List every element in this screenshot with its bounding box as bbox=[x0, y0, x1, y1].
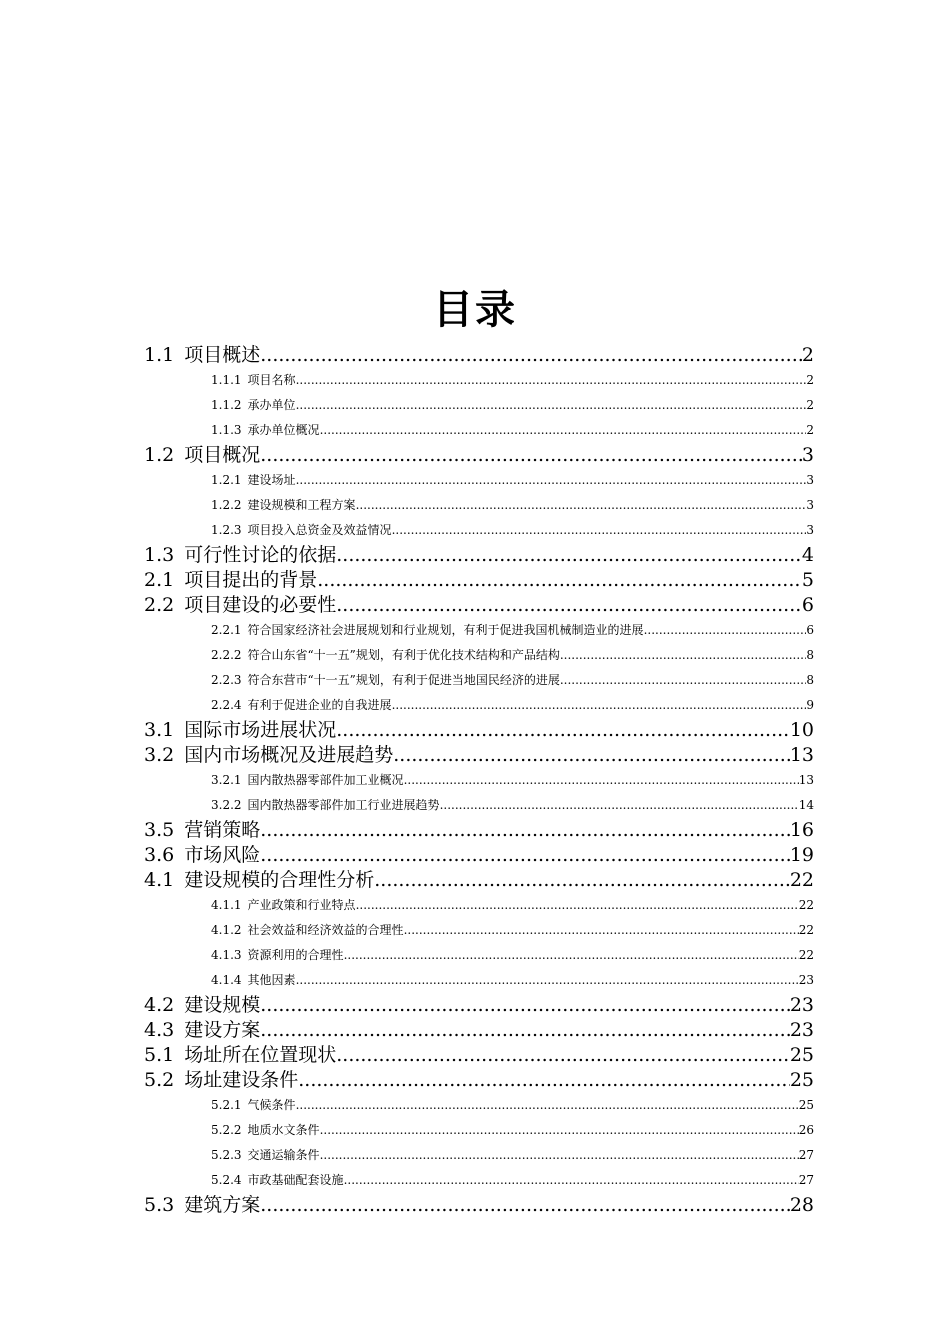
toc-dot-leader bbox=[392, 693, 807, 718]
toc-entry-title: 气候条件 bbox=[247, 1098, 296, 1112]
toc-title: 目录 bbox=[433, 287, 517, 333]
toc-page-number: 23 bbox=[789, 994, 814, 1016]
toc-dot-leader bbox=[440, 793, 799, 818]
toc-page-number: 22 bbox=[798, 923, 814, 937]
toc-entry-title: 项目名称 bbox=[247, 373, 296, 387]
toc-entry-title: 建设规模的合理性分析 bbox=[184, 869, 375, 891]
toc-dot-leader bbox=[336, 718, 790, 743]
toc-entry-title: 地质水文条件 bbox=[247, 1123, 320, 1137]
toc-entry-title: 建设规模和工程方案 bbox=[247, 498, 356, 512]
toc-page-number: 10 bbox=[789, 719, 814, 741]
toc-entry[interactable] bbox=[144, 568, 814, 593]
toc-entry-title: 产业政策和行业特点 bbox=[247, 898, 356, 912]
toc-entry-title: 场址建设条件 bbox=[184, 1069, 299, 1091]
toc-page-number: 2 bbox=[806, 373, 814, 387]
toc-entry-number: 2.2.3 bbox=[211, 673, 242, 687]
toc-entry-number: 5.1 bbox=[144, 1044, 175, 1066]
toc-page-number: 25 bbox=[798, 1098, 814, 1112]
toc-subentry[interactable] bbox=[144, 693, 814, 718]
toc-page-number: 6 bbox=[806, 623, 814, 637]
toc-page-number: 27 bbox=[798, 1148, 814, 1162]
toc-page-number: 23 bbox=[798, 973, 814, 987]
toc-entry-title: 建设场址 bbox=[247, 473, 296, 487]
toc-entry-number: 3.5 bbox=[144, 819, 175, 841]
toc-subentry[interactable] bbox=[144, 468, 814, 493]
toc-entry-title: 国际市场进展状况 bbox=[184, 719, 337, 741]
toc-entry-number: 5.3 bbox=[144, 1194, 175, 1216]
toc-dot-leader bbox=[317, 568, 802, 593]
toc-page-number: 3 bbox=[806, 523, 814, 537]
toc-entry-title: 有利于促进企业的自我进展 bbox=[247, 698, 392, 712]
toc-entry-number: 1.1.2 bbox=[211, 398, 242, 412]
toc-entry-number: 5.2.2 bbox=[211, 1123, 242, 1137]
toc-entry[interactable] bbox=[144, 818, 814, 843]
toc-entry-title: 项目建设的必要性 bbox=[184, 594, 337, 616]
toc-page-number: 13 bbox=[789, 744, 814, 766]
toc-subentry[interactable] bbox=[144, 618, 814, 643]
toc-page-number: 2 bbox=[801, 344, 814, 366]
toc-entry-title: 项目提出的背景 bbox=[184, 569, 318, 591]
toc-page-number: 26 bbox=[798, 1123, 814, 1137]
toc-entry-title: 建筑方案 bbox=[184, 1194, 261, 1216]
toc-subentry[interactable] bbox=[144, 368, 814, 393]
toc-subentry[interactable] bbox=[144, 1093, 814, 1118]
toc-dot-leader bbox=[560, 643, 807, 668]
toc-entry-title: 国内散热器零部件加工业概况 bbox=[247, 773, 404, 787]
toc-page-number: 22 bbox=[789, 869, 814, 891]
toc-page-number: 13 bbox=[798, 773, 814, 787]
toc-entry-title: 项目投入总资金及效益情况 bbox=[247, 523, 392, 537]
toc-entry-number: 2.2.4 bbox=[211, 698, 242, 712]
toc-subentry[interactable] bbox=[144, 1143, 814, 1168]
toc-entry-number: 2.2.1 bbox=[211, 623, 242, 637]
toc-entry-title: 国内市场概况及进展趋势 bbox=[184, 744, 394, 766]
toc-entry-title: 符合东营市“十一五”规划，有利于促进当地国民经济的进展 bbox=[247, 673, 560, 687]
toc-page-number: 2 bbox=[806, 398, 814, 412]
toc-dot-leader bbox=[356, 493, 807, 518]
toc-entry-number: 5.2.4 bbox=[211, 1173, 242, 1187]
toc-entry-title: 项目概况 bbox=[184, 444, 261, 466]
toc-entry-number: 2.1 bbox=[144, 569, 175, 591]
toc-entry-number: 4.1.1 bbox=[211, 898, 242, 912]
toc-subentry[interactable] bbox=[144, 893, 814, 918]
toc-dot-leader bbox=[344, 1168, 799, 1193]
toc-entry-number: 4.1.2 bbox=[211, 923, 242, 937]
toc-entry[interactable] bbox=[144, 1068, 814, 1093]
toc-page-number: 5 bbox=[801, 569, 814, 591]
toc-entry-number: 5.2 bbox=[144, 1069, 175, 1091]
toc-entry-number: 4.1.4 bbox=[211, 973, 242, 987]
toc-dot-leader bbox=[336, 1043, 790, 1068]
toc-dot-leader bbox=[296, 468, 807, 493]
toc-entry-number: 4.1.3 bbox=[211, 948, 242, 962]
toc-entry-number: 2.2 bbox=[144, 594, 175, 616]
toc-dot-leader bbox=[560, 668, 807, 693]
toc-dot-leader bbox=[260, 343, 802, 368]
toc-entry-number: 1.3 bbox=[144, 544, 175, 566]
toc-entry-number: 1.2.2 bbox=[211, 498, 242, 512]
table-of-contents bbox=[144, 343, 814, 1218]
toc-dot-leader bbox=[260, 818, 790, 843]
toc-dot-leader bbox=[296, 368, 807, 393]
toc-entry-number: 1.2.3 bbox=[211, 523, 242, 537]
toc-entry-number: 3.2.2 bbox=[211, 798, 242, 812]
toc-entry-number: 1.1.1 bbox=[211, 373, 242, 387]
toc-entry[interactable] bbox=[144, 718, 814, 743]
toc-entry-title: 国内散热器零部件加工行业进展趋势 bbox=[247, 798, 440, 812]
toc-page-number: 25 bbox=[789, 1044, 814, 1066]
toc-entry-number: 5.2.3 bbox=[211, 1148, 242, 1162]
toc-dot-leader bbox=[404, 768, 799, 793]
toc-entry-number: 3.2 bbox=[144, 744, 175, 766]
toc-entry[interactable] bbox=[144, 843, 814, 868]
toc-page-number: 22 bbox=[798, 898, 814, 912]
toc-entry-title: 资源利用的合理性 bbox=[247, 948, 344, 962]
toc-entry[interactable] bbox=[144, 343, 814, 368]
toc-page-number: 23 bbox=[789, 1019, 814, 1041]
toc-subentry[interactable] bbox=[144, 518, 814, 543]
toc-entry[interactable] bbox=[144, 868, 814, 893]
toc-dot-leader bbox=[344, 943, 799, 968]
toc-dot-leader bbox=[298, 1068, 790, 1093]
toc-subentry[interactable] bbox=[144, 768, 814, 793]
toc-page-number: 3 bbox=[806, 498, 814, 512]
toc-entry[interactable] bbox=[144, 543, 814, 568]
toc-entry[interactable] bbox=[144, 443, 814, 468]
toc-dot-leader bbox=[644, 618, 807, 643]
toc-entry-title: 建设方案 bbox=[184, 1019, 261, 1041]
toc-dot-leader bbox=[296, 968, 799, 993]
toc-entry-number: 3.1 bbox=[144, 719, 175, 741]
toc-page-number: 25 bbox=[789, 1069, 814, 1091]
toc-entry-number: 4.2 bbox=[144, 994, 175, 1016]
toc-entry-number: 1.2.1 bbox=[211, 473, 242, 487]
toc-entry-title: 项目概述 bbox=[184, 344, 261, 366]
toc-entry[interactable] bbox=[144, 1193, 814, 1218]
toc-entry-title: 市政基础配套设施 bbox=[247, 1173, 344, 1187]
toc-dot-leader bbox=[260, 1193, 790, 1218]
toc-subentry[interactable] bbox=[144, 418, 814, 443]
toc-dot-leader bbox=[320, 1118, 799, 1143]
toc-entry-title: 承办单位 bbox=[247, 398, 296, 412]
toc-entry-number: 3.2.1 bbox=[211, 773, 242, 787]
toc-entry-title: 符合国家经济社会进展规划和行业规划，有利于促进我国机械制造业的进展 bbox=[247, 623, 644, 637]
toc-entry[interactable] bbox=[144, 593, 814, 618]
toc-entry-number: 1.2 bbox=[144, 444, 175, 466]
toc-dot-leader bbox=[296, 393, 807, 418]
toc-page-number: 8 bbox=[806, 648, 814, 662]
toc-entry-title: 承办单位概况 bbox=[247, 423, 320, 437]
toc-entry-number: 1.1 bbox=[144, 344, 175, 366]
toc-dot-leader bbox=[260, 1018, 790, 1043]
toc-page-number: 3 bbox=[806, 473, 814, 487]
toc-subentry[interactable] bbox=[144, 393, 814, 418]
toc-subentry[interactable] bbox=[144, 643, 814, 668]
toc-page-number: 2 bbox=[806, 423, 814, 437]
toc-entry-number: 3.6 bbox=[144, 844, 175, 866]
toc-entry-title: 符合山东省“十一五”规划，有利于优化技术结构和产品结构 bbox=[247, 648, 560, 662]
toc-dot-leader bbox=[336, 593, 802, 618]
toc-entry[interactable] bbox=[144, 743, 814, 768]
toc-entry-number: 5.2.1 bbox=[211, 1098, 242, 1112]
toc-page-number: 9 bbox=[806, 698, 814, 712]
toc-page-number: 4 bbox=[801, 544, 814, 566]
toc-dot-leader bbox=[336, 543, 802, 568]
toc-dot-leader bbox=[404, 918, 799, 943]
toc-dot-leader bbox=[393, 743, 790, 768]
toc-entry[interactable] bbox=[144, 993, 814, 1018]
toc-subentry[interactable] bbox=[144, 1118, 814, 1143]
toc-entry-title: 其他因素 bbox=[247, 973, 296, 987]
toc-page-number: 16 bbox=[789, 819, 814, 841]
toc-entry-title: 可行性讨论的依据 bbox=[184, 544, 337, 566]
toc-dot-leader bbox=[374, 868, 790, 893]
toc-subentry[interactable] bbox=[144, 1168, 814, 1193]
toc-page-number: 28 bbox=[789, 1194, 814, 1216]
toc-entry-number: 2.2.2 bbox=[211, 648, 242, 662]
toc-entry[interactable] bbox=[144, 1043, 814, 1068]
toc-subentry[interactable] bbox=[144, 943, 814, 968]
toc-dot-leader bbox=[296, 1093, 799, 1118]
toc-dot-leader bbox=[260, 443, 802, 468]
toc-entry-title: 营销策略 bbox=[184, 819, 261, 841]
toc-entry-title: 场址所在位置现状 bbox=[184, 1044, 337, 1066]
toc-entry-number: 4.1 bbox=[144, 869, 175, 891]
toc-entry-number: 4.3 bbox=[144, 1019, 175, 1041]
toc-dot-leader bbox=[260, 993, 790, 1018]
toc-entry-number: 1.1.3 bbox=[211, 423, 242, 437]
toc-page-number: 14 bbox=[798, 798, 814, 812]
toc-dot-leader bbox=[356, 893, 799, 918]
toc-subentry[interactable] bbox=[144, 493, 814, 518]
toc-subentry[interactable] bbox=[144, 668, 814, 693]
toc-dot-leader bbox=[320, 1143, 799, 1168]
toc-page-number: 27 bbox=[798, 1173, 814, 1187]
toc-entry-title: 市场风险 bbox=[184, 844, 261, 866]
toc-entry-title: 社会效益和经济效益的合理性 bbox=[247, 923, 404, 937]
toc-dot-leader bbox=[320, 418, 807, 443]
toc-page-number: 19 bbox=[789, 844, 814, 866]
toc-page-number: 6 bbox=[801, 594, 814, 616]
toc-page-number: 22 bbox=[798, 948, 814, 962]
toc-subentry[interactable] bbox=[144, 968, 814, 993]
toc-dot-leader bbox=[392, 518, 807, 543]
toc-entry[interactable] bbox=[144, 1018, 814, 1043]
toc-entry-title: 交通运输条件 bbox=[247, 1148, 320, 1162]
toc-page-number: 8 bbox=[806, 673, 814, 687]
toc-subentry[interactable] bbox=[144, 918, 814, 943]
toc-page-number: 3 bbox=[801, 444, 814, 466]
toc-dot-leader bbox=[260, 843, 790, 868]
toc-subentry[interactable] bbox=[144, 793, 814, 818]
toc-entry-title: 建设规模 bbox=[184, 994, 261, 1016]
